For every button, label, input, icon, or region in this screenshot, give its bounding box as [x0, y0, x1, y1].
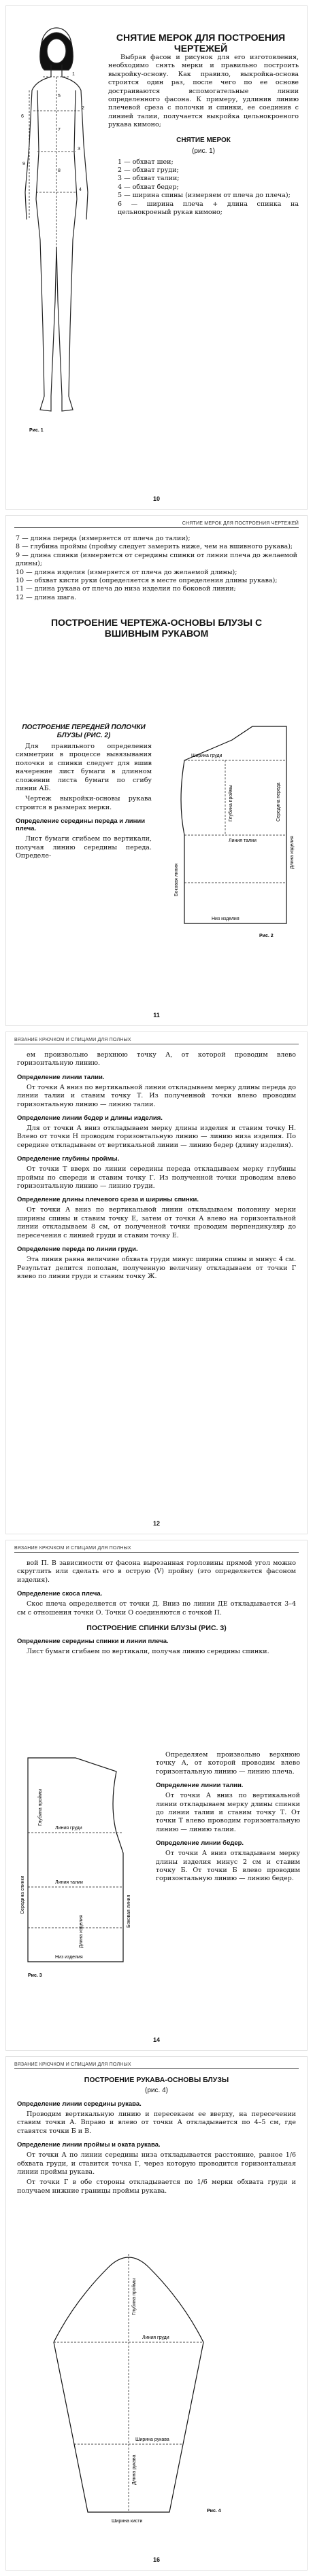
label-side: Боковая линия	[127, 1894, 131, 1928]
label-chest-width: Ширина груди	[191, 754, 223, 758]
label-waist: Линия талии	[55, 1880, 83, 1885]
measures-subtitle: (рис. 1)	[192, 147, 215, 155]
label-hem: Низ изделия	[55, 1955, 83, 1960]
paragraph: Для от точки А вниз откладываем мерку длины изделия и ставим точку Н. Влево от точки Н проводим горизонтальную линию — линию низа изделия. По середине откладываем от вертикальной линии — линию бедер (длину изделия).	[17, 1125, 296, 1149]
paragraph: Проводим вертикальную линию и пересекаем ее вверху, на пересечении ставим точки А. Вправо и влево от точки А откладывается по 4–5 см, где ставятся точки Б и В.	[17, 2111, 296, 2135]
list-item: 6 — ширина плеча + длина спинка на цельнокроеный рукав кимоно;	[118, 200, 299, 217]
list-item: 5 — ширина спины (измеряем от плеча до плеча);	[118, 192, 291, 200]
label-depth: Глубина проймы	[132, 2278, 137, 2315]
page-title: СНЯТИЕ МЕРОК ДЛЯ ПОСТРОЕНИЯ ЧЕРТЕЖЕЙ	[116, 32, 286, 54]
heading: Определение скоса плеча.	[17, 1590, 103, 1598]
figure-1-caption: Рис. 1	[29, 428, 44, 433]
paragraph: От точки А вниз по вертикальной линии откладываем мерку длины переда до линии талии и ставим точку Т. Из полученной точки влево проводим горизонтальную линию — линию талии.	[17, 1083, 296, 1108]
heading: Определение линии бедер и длины изделия.	[17, 1114, 163, 1123]
list-item: 3 — обхват талии;	[118, 175, 180, 183]
label-center: Середина спинки	[20, 1875, 25, 1914]
page-2	[5, 515, 308, 1026]
svg-text:2: 2	[82, 106, 84, 111]
heading: Определение линии бедер.	[156, 1839, 244, 1848]
paragraph: Для правильного определения симметрии в процессе вывязывания полочки и спинки следует для вшив начерение лист бумаги в длинном сложении листа бумаги по сгибу линии АБ.	[16, 743, 152, 793]
figure-3-caption: Рис. 3	[28, 1973, 42, 1978]
paragraph: Эта линия равна величине обхвата груди минус ширина спины и минус 4 см. Результат делится пополам, полученную величину откладываем от точки Г влево по линии груди и ставим точку Ж.	[17, 1256, 296, 1280]
svg-text:4: 4	[79, 188, 82, 192]
heading: Определение середины спинки и линии плеча.	[17, 1638, 169, 1646]
paragraph: От точки А по линии середины низа откладывается расстояние, равное 1/6 обхвата груди, и ставится точка Г, через которую проводится горизонтальная линии проймы рукава.	[17, 2151, 296, 2176]
section-title: ПОСТРОЕНИЕ СПИНКИ БЛУЗЫ (РИС. 3)	[86, 1624, 227, 1633]
heading: Определение линии талии.	[156, 1782, 244, 1790]
measures-list-continued	[6, 535, 307, 602]
list-item: 2 — обхват груди;	[118, 166, 179, 175]
list-item: 4 — обхват бедер;	[118, 183, 179, 191]
svg-text:8: 8	[58, 169, 61, 173]
heading: Определение переда по линии груди.	[17, 1246, 138, 1254]
running-header: СНЯТИЕ МЕРОК ДЛЯ ПОСТРОЕНИЯ ЧЕРТЕЖЕЙ	[14, 521, 299, 528]
label-side: Боковая линия	[174, 863, 179, 896]
heading: Определение линии проймы и оката рукава.	[17, 2141, 161, 2149]
running-header: ВЯЗАНИЕ КРЮЧКОМ И СПИЦАМИ ДЛЯ ПОЛНЫХ	[14, 1546, 299, 1553]
list-item: 10 — длина изделия (измеряется от плеча до желаемой длины);	[16, 568, 237, 576]
list-item: 12 — длина шага.	[16, 593, 77, 601]
list-item: 7 — длина переда (измеряется от плеча до талии);	[16, 535, 191, 542]
page-number: 11	[153, 1012, 160, 1019]
heading: Определение середины переда и линии плеча.	[16, 817, 146, 833]
page-number: 14	[152, 2036, 160, 2043]
section-subtitle: (рис. 4)	[145, 2087, 168, 2094]
page-number: 16	[152, 2556, 160, 2563]
section-title: ПОСТРОЕНИЕ РУКАВА-ОСНОВЫ БЛУЗЫ	[84, 2076, 229, 2084]
list-item: 11 — длина рукава от плеча до низа изделия по боковой линии;	[16, 585, 236, 593]
paragraph: Чертеж выкройки-основы рукава строится в размерах мерки.	[16, 795, 152, 811]
label-wrist: Ширина кисти	[112, 2519, 143, 2524]
list-item: 10 — обхват кисти руки (определяется в месте определения длины рукава);	[16, 577, 278, 585]
page-4	[5, 1540, 308, 2051]
heading: Определение линии середины рукава.	[17, 2100, 142, 2108]
list-item: 1 — обхват шеи;	[118, 158, 174, 166]
figure-4-sleeve-pattern	[33, 2240, 237, 2553]
svg-text:6: 6	[21, 114, 24, 119]
page-1	[5, 5, 308, 510]
svg-text:3: 3	[78, 147, 80, 152]
paragraph: От точки Т вверх по линии середины переда откладываем мерку глубины проймы по спереди и ставим точку Г. Из полученной точки проводим влево горизонтальную линию — линию груди.	[17, 1165, 296, 1190]
paragraph: От точки А вниз по вертикальной линии откладываем половину мерки ширины спины и ставим точку Е, затем от точки А влево на горизонтальной линии откладываем 8 см, от полученной точки проводим перпендикуляр до пересечения с линией груди и ставим точку Е.	[17, 1206, 296, 1239]
page-number: 12	[152, 1520, 160, 1527]
paragraph: От точки Г в обе стороны откладывается по 1/6 мерки обхвата груди и получаем нижние границы проймы рукава.	[17, 2178, 296, 2195]
page-5	[5, 2056, 308, 2571]
svg-text:7: 7	[58, 128, 61, 133]
label-length: Длина изделия	[290, 836, 295, 869]
svg-text:9: 9	[22, 162, 25, 166]
paragraph: Лист бумаги сгибаем по вертикали, получая линию середины переда. Определе-	[16, 835, 152, 860]
subsection-title: ПОСТРОЕНИЕ ПЕРЕДНЕЙ ПОЛОЧКИ БЛУЗЫ (РИС. 2)	[22, 724, 146, 739]
paragraph: От точки А вниз откладываем мерку длины изделия минус 2 см и ставим точку Б. От точки Б влево проводим горизонтальную линию — линию бедер.	[156, 1850, 300, 1883]
figure-4-caption: Рис. 4	[207, 2509, 221, 2513]
paragraph: Скос плеча определяется от точки Д. Вниз по линии ДЕ откладывается 3–4 см с отношения точки О. Точки О соединяются с точкой П.	[17, 1600, 296, 1617]
figure-2-front-pattern	[157, 720, 300, 944]
paragraph: От точки А вниз по вертикальной линии откладываем мерку длины спинки до линии талии и ставим точку Т. От точки Т влево проводим горизонтальную линию — линию талии.	[156, 1792, 300, 1833]
label-width: Ширина рукава	[135, 2437, 169, 2442]
running-header: ВЯЗАНИЕ КРЮЧКОМ И СПИЦАМИ ДЛЯ ПОЛНЫХ	[14, 1038, 299, 1044]
label-center: Середина переда	[276, 782, 281, 822]
measures-title: СНЯТИЕ МЕРОК	[176, 136, 231, 144]
heading: Определение длины плечевого среза и ширины спинки.	[17, 1196, 199, 1204]
measures-list	[108, 158, 299, 217]
label-depth: Глубина проймы	[229, 784, 233, 822]
figure-3-back-pattern	[14, 1751, 150, 1982]
label-depth: Глубина проймы	[38, 1788, 43, 1826]
label-waist: Линия талии	[229, 839, 257, 843]
running-header: ВЯЗАНИЕ КРЮЧКОМ И СПИЦАМИ ДЛЯ ПОЛНЫХ	[14, 2062, 299, 2069]
label-hem: Низ изделия	[212, 917, 240, 921]
label-chest: Линия груди	[55, 1826, 82, 1831]
page-number: 10	[152, 495, 160, 502]
label-chest: Линия груди	[142, 2335, 169, 2340]
list-item: 9 — длина спинки (измеряется от середины спинки от линии плеча до желаемой длины);	[16, 551, 297, 568]
intro-text: Выбрав фасон и рисунок для его изготовления, необходимо снять мерки и правильно построить выкройку-основу. Как правило, выкройка-основа строится один раз, после чего по ее основе достраиваются вспомогательные линии определенного фасона. К примеру, удлинив линию плечевой среза с полочки и спинки, ее соединив с линией талии, получается выкройка цельнокроеного рукава кимоно;	[108, 54, 299, 129]
svg-text:1: 1	[72, 72, 75, 77]
figure-1-body-diagram	[16, 16, 97, 437]
label-length: Длина изделия	[79, 1915, 84, 1948]
heading: Определение линии талии.	[17, 1073, 105, 1081]
paragraph: ем произвольно верхнюю точку А, от которой проводим влево горизонтальную линию.	[17, 1051, 296, 1068]
label-length: Длина рукава	[132, 2454, 137, 2485]
list-item: 8 — глубина проймы (пройму следует замерить ниже, чем на вшивного рукава);	[16, 543, 293, 551]
heading: Определение глубины проймы.	[17, 1155, 120, 1163]
figure-2-caption: Рис. 2	[259, 934, 274, 938]
paragraph: Лист бумаги сгибаем по вертикали, получая линию середины спинки.	[27, 1648, 269, 1656]
paragraph: вой П. В зависимости от фасона вырезанная горловины прямой угол можно скруглить или сделать его в острую (V) пройму (это определяется фасоном изделия).	[17, 1559, 296, 1584]
page-3	[5, 1031, 308, 1534]
paragraph: Определяем произвольно верхнюю точку А, от которой проводим влево горизонтальную линию — линию плеча.	[156, 1751, 300, 1776]
svg-text:5: 5	[58, 94, 61, 99]
section-title: ПОСТРОЕНИЕ ЧЕРТЕЖА-ОСНОВЫ БЛУЗЫ С ВШИВНЫМ РУКАВОМ	[50, 617, 263, 639]
